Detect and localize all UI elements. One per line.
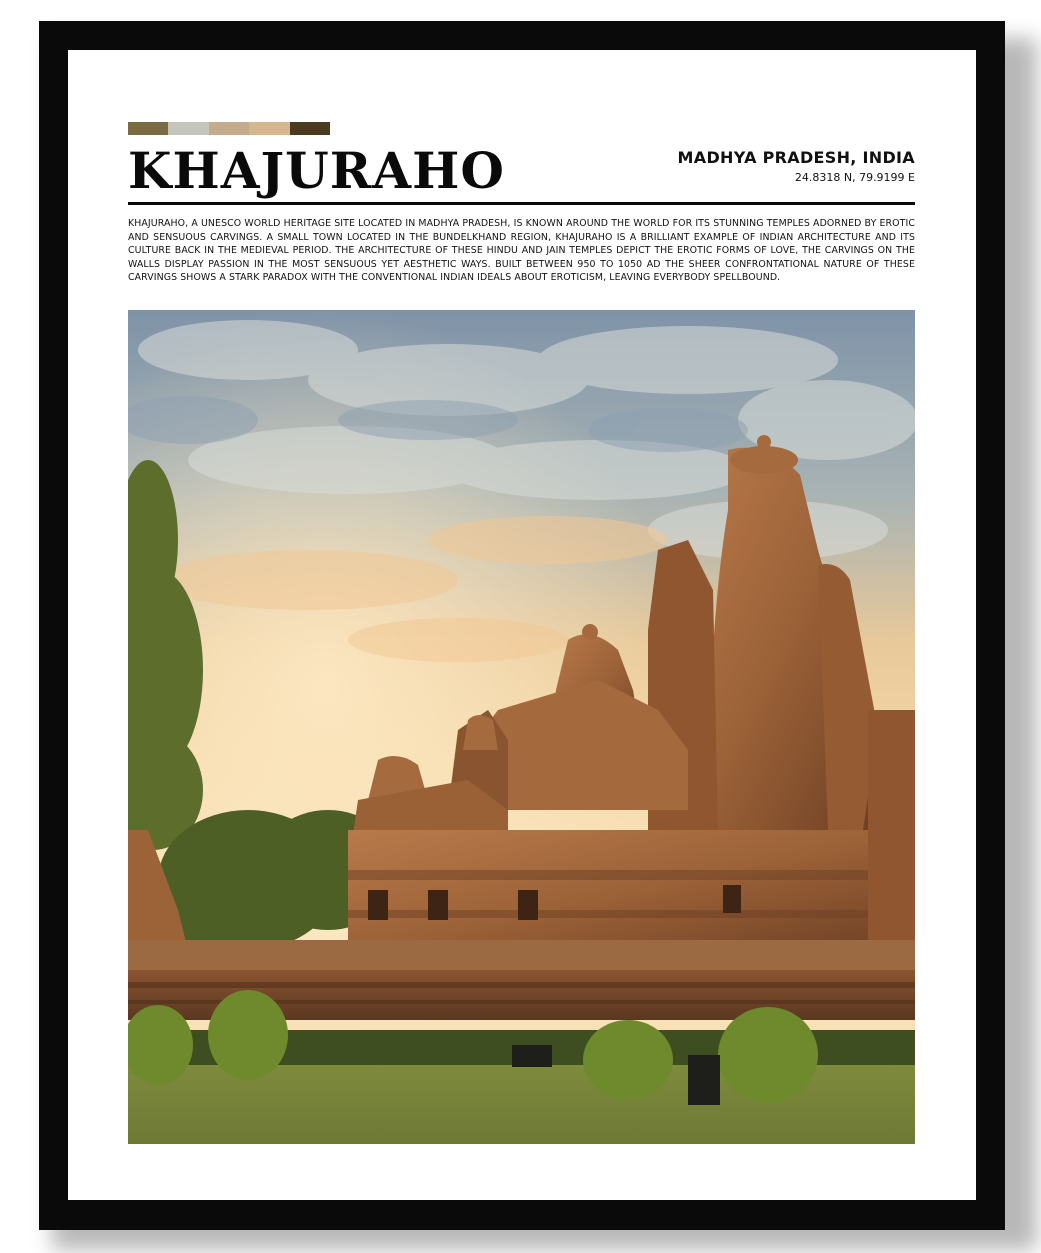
description-paragraph: KHAJURAHO, A UNESCO WORLD HERITAGE SITE LOCATED IN MADHYA PRADESH, IS KNOWN AROUND THE WORLD FOR ITS STUNNING TEMPLES ADORNED BY EROTIC AND SENSUOUS CARVINGS. A SMALL TOWN LOCATED IN THE BUNDELKHAND REGION, KHAJURAHO IS A BRILLIANT EXAMPLE OF INDIAN ARCHITECTURE AND ITS CULTURE BACK IN THE MEDIEVAL PERIOD. THE ARCHITECTURE OF THESE HINDU AND JAIN TEMPLES DEPICT THE EROTIC FORMS OF LOVE, THE CARVINGS ON THE WALLS DISPLAY PASSION IN THE MOST SENSUOUS YET AESTHETIC WAYS. BUILT BETWEEN 950 TO 1050 AD THE SHEER CONFRONTATIONAL NATURE OF THESE CARVINGS SHOWS A STARK PARADOX WITH THE CONVENTIONAL INDIAN IDEALS ABOUT EROTICISM, LEAVING EVERYBODY SPELLBOUND. bbox=[128, 218, 915, 284]
palette-swatch bbox=[290, 122, 330, 135]
palette-swatch bbox=[128, 122, 168, 135]
palette-swatch bbox=[168, 122, 208, 135]
region-label: MADHYA PRADESH, INDIA bbox=[677, 148, 915, 167]
palette-swatch bbox=[249, 122, 289, 135]
coordinates-label: 24.8318 N, 79.9199 E bbox=[794, 171, 915, 184]
poster-title: KHAJURAHO bbox=[128, 141, 505, 200]
color-palette bbox=[128, 122, 330, 135]
divider-rule bbox=[128, 202, 915, 205]
temple-photo bbox=[128, 310, 915, 1144]
palette-swatch bbox=[209, 122, 249, 135]
